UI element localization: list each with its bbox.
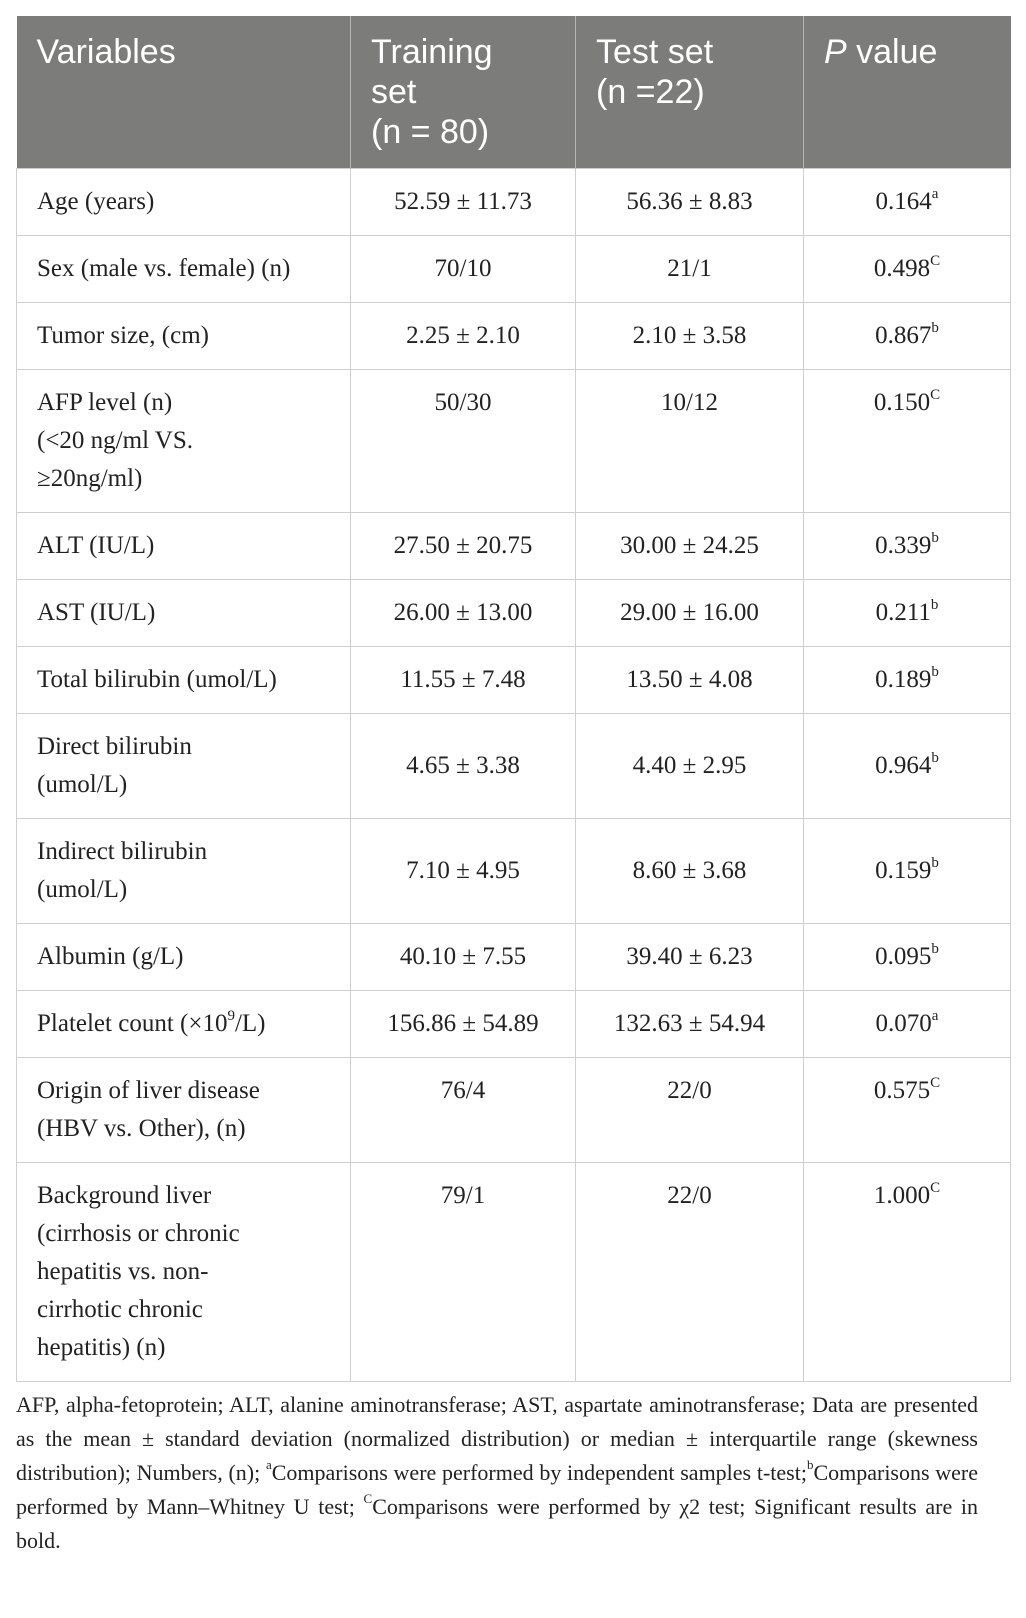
cell-test: 21/1: [576, 236, 804, 303]
cell-variable: [17, 714, 351, 819]
cell-p-value: [804, 1058, 1011, 1163]
cell-training: 40.10 ± 7.55: [351, 924, 576, 991]
cell-training: 26.00 ± 13.00: [351, 580, 576, 647]
variable-sup: 9: [227, 1007, 235, 1024]
table-footnote: [16, 1388, 978, 1558]
cell-variable: [17, 303, 351, 370]
header-test-line-1: Test set: [596, 33, 714, 71]
header-training-line-3: (n = 80): [371, 113, 490, 151]
p-value-test-marker: C: [930, 386, 941, 403]
cell-test: 30.00 ± 24.25: [576, 513, 804, 580]
p-value-test-marker: b: [931, 854, 939, 871]
cell-p-value: [804, 991, 1011, 1058]
variable-line: hepatitis) (n): [37, 1334, 166, 1361]
p-value: 0.867: [875, 322, 932, 349]
cell-training: 52.59 ± 11.73: [351, 169, 576, 236]
table-body: [17, 169, 1011, 1382]
cell-variable: [17, 1163, 351, 1382]
table-row: [17, 819, 1011, 924]
cell-p-value: [804, 513, 1011, 580]
header-training-line-1: Training: [371, 33, 493, 71]
data-table-container: [16, 16, 1010, 1382]
table-row: [17, 1058, 1011, 1163]
cell-test: 29.00 ± 16.00: [576, 580, 804, 647]
footnote-sup-a: a: [265, 1456, 272, 1472]
cell-variable: [17, 370, 351, 513]
p-value-test-marker: b: [931, 529, 939, 546]
variable-line: Age (years): [37, 188, 155, 215]
p-value: 0.964: [875, 752, 932, 779]
cell-p-value: [804, 370, 1011, 513]
p-value: 0.498: [873, 255, 931, 282]
footnote-sup-b: b: [806, 1456, 814, 1472]
variable-line: (HBV vs. Other), (n): [37, 1115, 246, 1142]
cell-test: 10/12: [576, 370, 804, 513]
table-row: [17, 647, 1011, 714]
header-variables: [17, 16, 351, 169]
variable-line: (cirrhosis or chronic: [37, 1220, 240, 1247]
footnote-abbreviations: AFP, alpha-fetoprotein; ALT, alanine aminotransferase; AST, aspartate aminotransferase; Data are presented as the mean ± standard deviation (normalized distribution) or median ± interquartile range (skewness distribution); Numbers, (n);: [16, 1392, 978, 1485]
cell-variable: [17, 924, 351, 991]
variable-line: ALT (IU/L): [37, 532, 155, 559]
variable-line: Tumor size, (cm): [37, 322, 209, 349]
footnote-chisq: Comparisons were performed by χ2 test; Significant results are in bold.: [16, 1494, 978, 1553]
header-training-line-2: set: [371, 73, 417, 111]
p-value-test-marker: b: [931, 663, 939, 680]
p-value-test-marker: a: [931, 1007, 939, 1024]
cell-variable: [17, 1058, 351, 1163]
footnote-mannwhitney: Comparisons were performed by Mann–Whitney U test;: [16, 1460, 978, 1519]
variable-line: (umol/L): [37, 876, 128, 903]
header-row: [17, 16, 1011, 169]
header-training-set: [351, 16, 576, 169]
p-value: 0.339: [875, 532, 932, 559]
cell-p-value: [804, 236, 1011, 303]
table-row: [17, 580, 1011, 647]
p-value: 1.000: [873, 1182, 931, 1209]
cell-variable: [17, 647, 351, 714]
variable-line: ≥20ng/ml): [37, 465, 143, 492]
p-value-test-marker: b: [931, 940, 939, 957]
table-row: [17, 169, 1011, 236]
cell-training: 27.50 ± 20.75: [351, 513, 576, 580]
cell-test: 56.36 ± 8.83: [576, 169, 804, 236]
cell-training: 79/1: [351, 1163, 576, 1382]
table-row: [17, 1163, 1011, 1382]
cell-variable: [17, 580, 351, 647]
p-value: 0.164: [875, 188, 932, 215]
cell-variable: [17, 169, 351, 236]
p-value: 0.575: [873, 1077, 931, 1104]
p-value: 0.211: [875, 599, 931, 626]
cell-test: 132.63 ± 54.94: [576, 991, 804, 1058]
variable-post: /L): [234, 1010, 266, 1037]
cell-variable: [17, 513, 351, 580]
cell-training: 50/30: [351, 370, 576, 513]
cell-test: 4.40 ± 2.95: [576, 714, 804, 819]
p-value-test-marker: b: [930, 596, 939, 613]
header-p-italic: P: [824, 33, 847, 71]
header-p-rest: value: [846, 33, 938, 71]
variable-line: Sex (male vs. female) (n): [37, 255, 291, 282]
cell-training: 11.55 ± 7.48: [351, 647, 576, 714]
variable-line: Background liver: [37, 1182, 212, 1209]
table-row: [17, 303, 1011, 370]
table-row: [17, 236, 1011, 303]
p-value-test-marker: C: [930, 252, 941, 269]
p-value: 0.189: [875, 666, 932, 693]
cell-training: 156.86 ± 54.89: [351, 991, 576, 1058]
p-value: 0.095: [875, 943, 932, 970]
cell-test: 2.10 ± 3.58: [576, 303, 804, 370]
variable-line: Direct bilirubin: [37, 733, 192, 760]
p-value: 0.150: [873, 389, 931, 416]
variable-line: Albumin (g/L): [37, 943, 184, 970]
variable-line: hepatitis vs. non-: [37, 1258, 209, 1285]
p-value: 0.070: [875, 1010, 932, 1037]
variable-line: AFP level (n): [37, 389, 173, 416]
cell-p-value: [804, 580, 1011, 647]
header-test-line-2: (n =22): [596, 73, 705, 111]
p-value-test-marker: b: [931, 319, 939, 336]
table-row: [17, 991, 1011, 1058]
variable-line: Origin of liver disease: [37, 1077, 260, 1104]
table-header: [17, 16, 1011, 169]
p-value-test-marker: C: [930, 1179, 941, 1196]
p-value-test-marker: a: [931, 185, 939, 202]
header-variables-text: Variables: [36, 33, 176, 71]
table-row: [17, 370, 1011, 513]
cell-variable: [17, 991, 351, 1058]
cell-test: 39.40 ± 6.23: [576, 924, 804, 991]
cell-test: 13.50 ± 4.08: [576, 647, 804, 714]
cell-training: 76/4: [351, 1058, 576, 1163]
footnote-ttest: Comparisons were performed by independent samples t-test;: [271, 1460, 807, 1485]
variable-line: Total bilirubin (umol/L): [37, 666, 277, 693]
cell-p-value: [804, 714, 1011, 819]
table-row: [17, 924, 1011, 991]
cell-variable: [17, 819, 351, 924]
header-p-value: [804, 16, 1011, 169]
cell-p-value: [804, 1163, 1011, 1382]
variable-line: cirrhotic chronic: [37, 1296, 203, 1323]
cell-p-value: [804, 647, 1011, 714]
footnote-sup-c: C: [363, 1490, 373, 1506]
variable-line: Indirect bilirubin: [37, 838, 208, 865]
p-value-test-marker: C: [930, 1074, 941, 1091]
table-row: [17, 714, 1011, 819]
cell-training: 7.10 ± 4.95: [351, 819, 576, 924]
table-row: [17, 513, 1011, 580]
p-value-test-marker: b: [931, 749, 939, 766]
header-test-set: [576, 16, 804, 169]
baseline-characteristics-table: [16, 16, 1011, 1382]
cell-p-value: [804, 819, 1011, 924]
variable-line: AST (IU/L): [37, 599, 156, 626]
cell-p-value: [804, 924, 1011, 991]
cell-training: 70/10: [351, 236, 576, 303]
cell-training: 2.25 ± 2.10: [351, 303, 576, 370]
variable-line: (<20 ng/ml VS.: [37, 427, 194, 454]
cell-test: 22/0: [576, 1058, 804, 1163]
variable-line: (umol/L): [37, 771, 128, 798]
variable-pre: Platelet count (×10: [37, 1010, 228, 1037]
cell-test: 8.60 ± 3.68: [576, 819, 804, 924]
cell-training: 4.65 ± 3.38: [351, 714, 576, 819]
p-value: 0.159: [875, 857, 932, 884]
cell-p-value: [804, 169, 1011, 236]
cell-p-value: [804, 303, 1011, 370]
cell-test: 22/0: [576, 1163, 804, 1382]
cell-variable: [17, 236, 351, 303]
